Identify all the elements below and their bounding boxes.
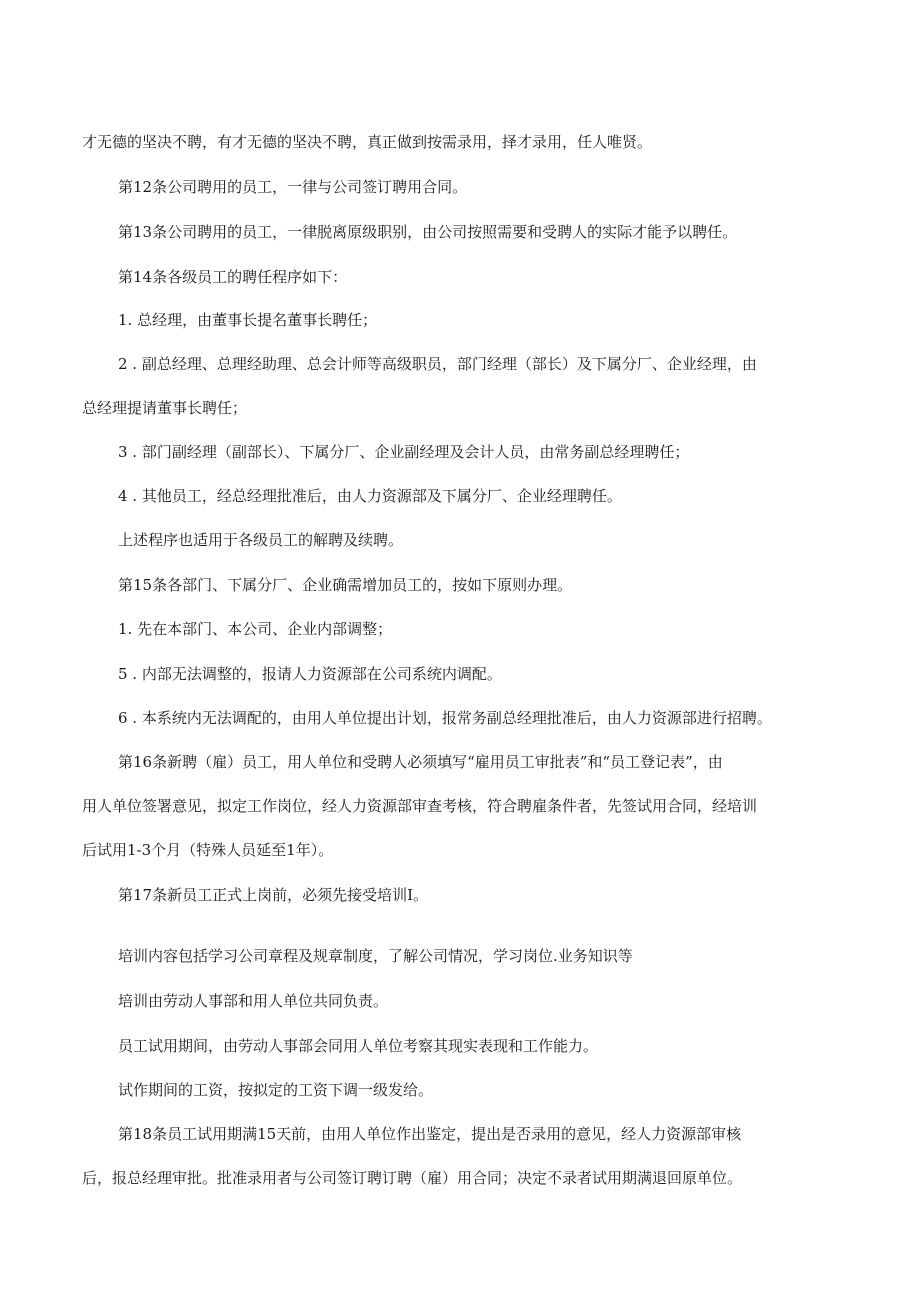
paragraph-line: 总经理提请董事长聘任； bbox=[82, 399, 248, 417]
paragraph-line: 1. 总经理，由董事长提名董事长聘任； bbox=[118, 311, 378, 329]
paragraph-line: 第18条员工试用期满15天前，由用人单位作出鉴定，提出是否录用的意见，经人力资源部审核 bbox=[118, 1125, 742, 1143]
paragraph-line: 试作期间的工资，按拟定的工资下调一级发给。 bbox=[118, 1081, 434, 1099]
paragraph-line: 培训由劳动人事部和用人单位共同负责。 bbox=[118, 992, 389, 1010]
paragraph-line: 5 . 内部无法调整的，报请人力资源部在公司系统内调配。 bbox=[118, 665, 502, 683]
paragraph-line: 用人单位签署意见，拟定工作岗位，经人力资源部审查考核，符合聘雇条件者，先签试用合同，经培训 bbox=[82, 797, 758, 815]
paragraph-line: 上述程序也适用于各级员工的解聘及续聘。 bbox=[118, 531, 404, 549]
paragraph-line: 6 . 本系统内无法调配的，由用人单位提出计划，报常务副总经理批准后，由人力资源部进行招聘。 bbox=[118, 709, 772, 727]
paragraph-line: 第17条新员工正式上岗前，必须先接受培训I。 bbox=[118, 886, 429, 904]
paragraph-line: 后，报总经理审批。批准录用者与公司签订聘订聘（雇）用合同；决定不录者试用期满退回原单位。 bbox=[82, 1169, 743, 1187]
paragraph-line: 第13条公司聘用的员工，一律脱离原级职别，由公司按照需要和受聘人的实际才能予以聘任。 bbox=[118, 223, 738, 241]
paragraph-line: 3 . 部门副经理（副部长）、下属分厂、企业副经理及会计人员，由常务副总经理聘任； bbox=[118, 443, 690, 461]
paragraph-line: 培训内容包括学习公司章程及规章制度，了解公司情况，学习岗位.业务知识等 bbox=[118, 947, 633, 965]
paragraph-line: 员工试用期间，由劳动人事部会同用人单位考察其现实表现和工作能力。 bbox=[118, 1037, 599, 1055]
paragraph-line: 才无德的坚决不聘，有才无德的坚决不聘，真正做到按需录用，择才录用，任人唯贤。 bbox=[82, 133, 653, 151]
paragraph-line: 2 . 副总经理、总理经助理、总会计师等高级职员，部门经理（部长）及下属分厂、企业经理，由 bbox=[118, 355, 757, 373]
paragraph-line: 第15条各部门、下属分厂、企业确需增加员工的，按如下原则办理。 bbox=[118, 576, 573, 594]
paragraph-line: 第14条各级员工的聘任程序如下： bbox=[118, 268, 348, 286]
paragraph-line: 后试用1-3个月（特殊人员延至1年）。 bbox=[82, 841, 334, 859]
paragraph-line: 4 . 其他员工，经总经理批准后，由人力资源部及下属分厂、企业经理聘任。 bbox=[118, 487, 622, 505]
paragraph-line: 第16条新聘（雇）员工，用人单位和受聘人必须填写“雇用员工审批表”和“员工登记表”，由 bbox=[118, 753, 723, 771]
paragraph-line: 1. 先在本部门、本公司、企业内部调整； bbox=[118, 620, 393, 638]
paragraph-line: 第12条公司聘用的员工，一律与公司签订聘用合同。 bbox=[118, 178, 468, 196]
